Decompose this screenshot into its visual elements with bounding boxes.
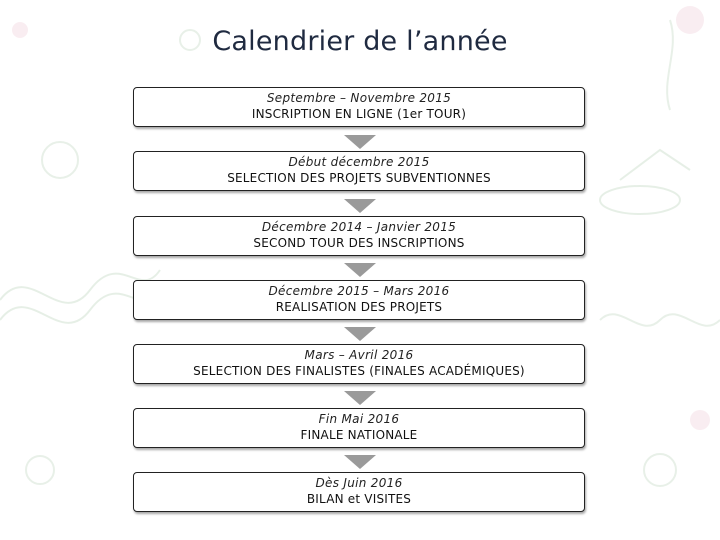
timeline-step	[133, 87, 585, 127]
step-label: INSCRIPTION EN LIGNE (1er TOUR)	[251, 107, 467, 121]
step-label: FINALE NATIONALE	[300, 428, 418, 442]
timeline-step	[133, 344, 585, 384]
arrow-down-icon	[344, 263, 376, 277]
arrow-down-icon	[344, 199, 376, 213]
step-label: BILAN et VISITES	[306, 492, 412, 506]
timeline-step	[133, 216, 585, 256]
step-date: Fin Mai 2016	[318, 412, 400, 426]
step-label: SELECTION DES PROJETS SUBVENTIONNES	[227, 171, 491, 185]
step-label: REALISATION DES PROJETS	[275, 300, 443, 314]
step-date: Dès Juin 2016	[315, 476, 403, 490]
arrow-down-icon	[344, 135, 376, 149]
step-label: SECOND TOUR DES INSCRIPTIONS	[253, 236, 465, 250]
step-date: Mars – Avril 2016	[304, 348, 414, 362]
arrow-down-icon	[344, 455, 376, 469]
timeline-step	[133, 280, 585, 320]
step-date: Septembre – Novembre 2015	[266, 91, 452, 105]
step-label: SELECTION DES FINALISTES (FINALES ACADÉMIQUES)	[193, 364, 525, 378]
timeline-step	[133, 472, 585, 512]
step-date: Décembre 2014 – Janvier 2015	[261, 220, 457, 234]
page-title: Calendrier de l’année	[212, 26, 508, 57]
timeline-step	[133, 408, 585, 448]
arrow-down-icon	[344, 327, 376, 341]
timeline-step	[133, 151, 585, 191]
step-date: Début décembre 2015	[288, 155, 430, 169]
step-date: Décembre 2015 – Mars 2016	[268, 284, 450, 298]
arrow-down-icon	[344, 391, 376, 405]
